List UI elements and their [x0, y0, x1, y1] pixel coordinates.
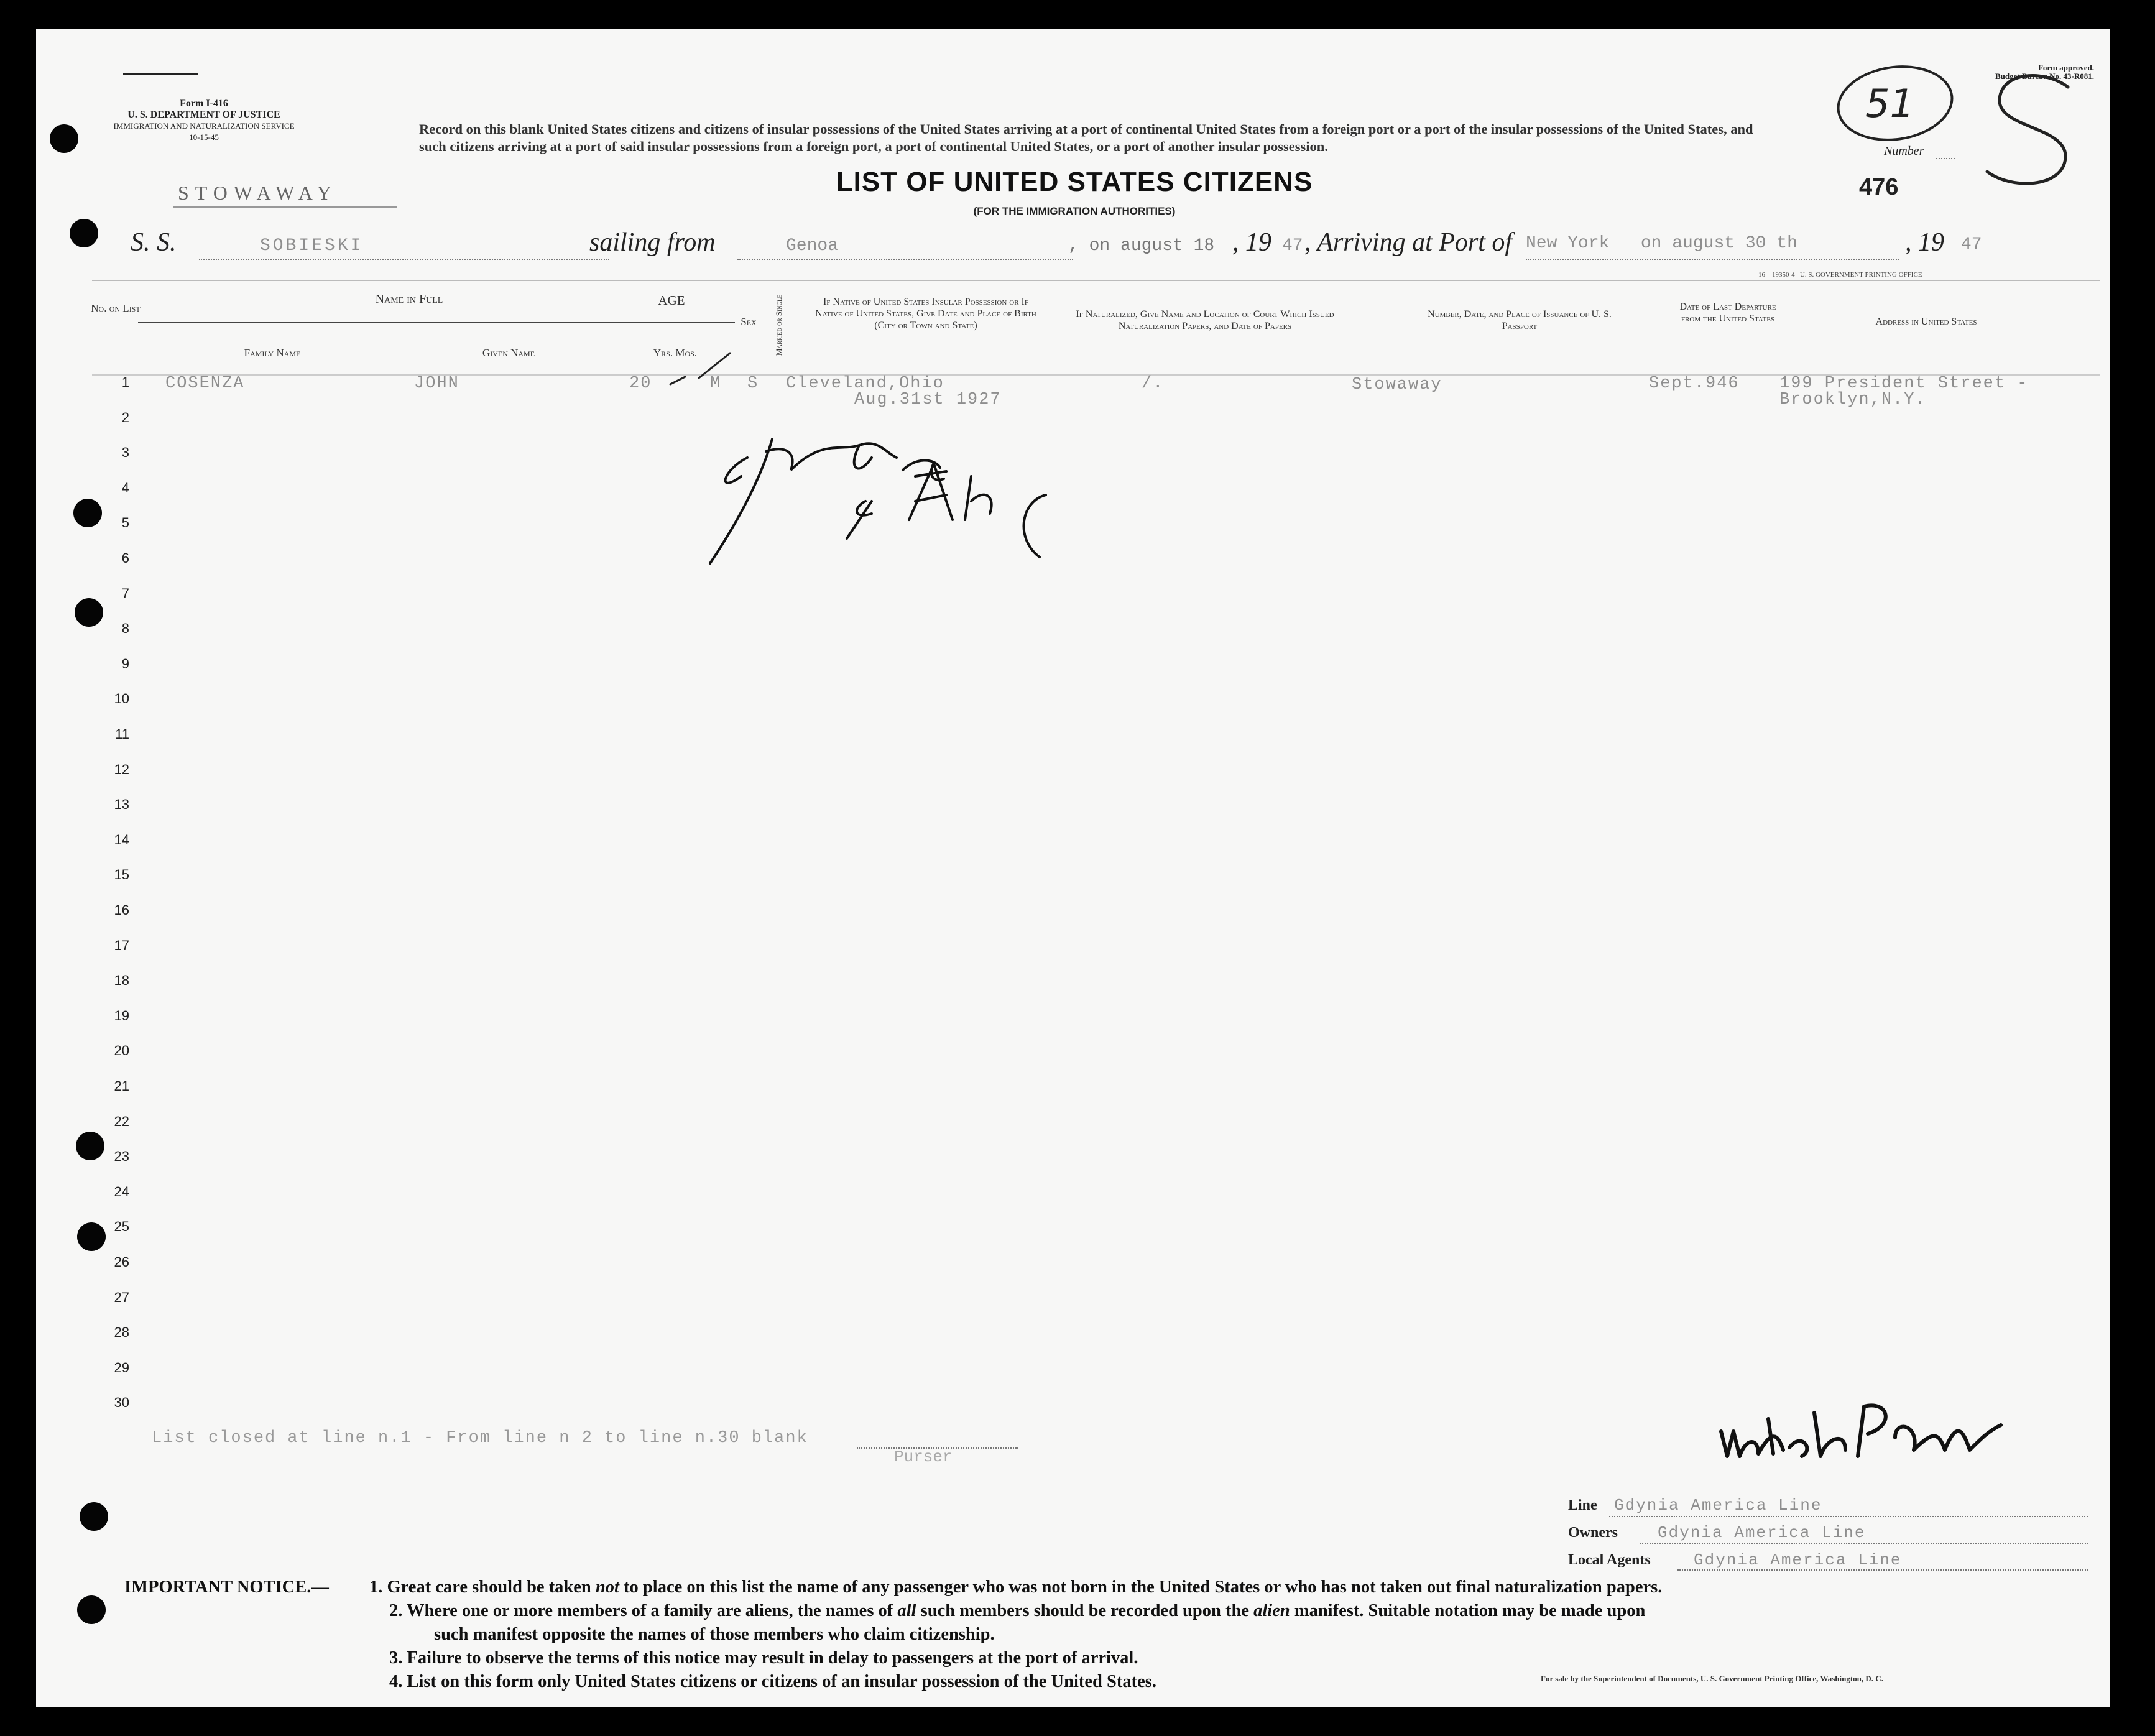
row-number: 17 [114, 937, 129, 953]
ss-label: S. S. [131, 228, 177, 257]
ship-name: SOBIESKI [260, 236, 364, 256]
col-sex: Sex [741, 316, 757, 328]
row-number: 26 [114, 1254, 129, 1270]
col-naturalized: If Naturalized, Give Name and Location of Court Which Issued Naturalization Papers, and Date of Papers [1076, 309, 1334, 331]
punch-hole [70, 219, 98, 247]
form-date: 10-15-45 [189, 132, 219, 142]
from-port: Genoa [786, 236, 839, 256]
notice-3-number: 3. [389, 1648, 403, 1668]
agents-label: Local Agents [1568, 1552, 1651, 1568]
form-number: Form I-416 [180, 98, 228, 109]
row-number: 6 [121, 550, 129, 566]
ship-name-line [199, 259, 609, 260]
punch-hole [80, 1502, 108, 1531]
check-mark [662, 347, 736, 397]
row-number: 15 [114, 867, 129, 883]
entry-age: 20 [629, 374, 652, 393]
handwritten-number: 51 [1865, 81, 1914, 126]
from-port-line [737, 259, 1073, 260]
arrival-port-date: New York on august 30 th [1526, 234, 1797, 253]
col-native-birth: If Native of United States Insular Possession or If Native of United States, Give Date and Place of Birth (City or Town and State) [815, 297, 1036, 331]
entry-passport: Stowaway [1352, 376, 1442, 394]
line-label: Line [1568, 1497, 1597, 1513]
owners-label: Owners [1568, 1525, 1618, 1541]
arrival-year: 47 [1961, 235, 1982, 254]
agents-value: Gdynia America Line [1694, 1551, 1902, 1569]
number-label: Number [1884, 144, 1924, 158]
notice-2-mid: such members should be recorded upon the [920, 1601, 1249, 1620]
sailing-label: sailing from [589, 228, 716, 257]
col-name-in-full: Name in Full [375, 292, 443, 306]
row-number: 24 [114, 1183, 129, 1199]
notice-item-4 [389, 1670, 1156, 1694]
entry-sex: M [710, 374, 722, 393]
notice-2-number: 2. [389, 1601, 403, 1620]
row-number: 9 [121, 655, 129, 672]
punch-hole [50, 124, 78, 153]
row-number: 4 [121, 479, 129, 496]
notice-2-emphasis-alien: alien [1253, 1601, 1290, 1620]
page-subtitle: (FOR THE IMMIGRATION AUTHORITIES) [973, 205, 1176, 217]
entry-birth-date: Aug.31st 1927 [854, 390, 1002, 409]
notice-item-2-continued: such manifest opposite the names of those members who claim citizenship. [434, 1625, 995, 1644]
stowaway-underline [173, 206, 397, 208]
entry-family-name: COSENZA [165, 374, 245, 393]
handwritten-annotation [698, 414, 1158, 576]
notice-2-emphasis-all: all [897, 1601, 916, 1620]
number-field-line [1936, 158, 1955, 159]
row-number: 2 [121, 409, 129, 425]
name-underline [138, 322, 735, 323]
form-instructions: Record on this blank United States citizens and citizens of insular possessions of the United States arriving at a port of continental United States from a foreign port or a port of the insular possessions of the United States, and such citizens arriving at a port of said insular possessions from a foreign port, a port of continental United States, or a port of another insular possession. [419, 121, 1753, 154]
row-number: 11 [115, 726, 129, 742]
entry-marital: S [747, 374, 759, 393]
service-name: IMMIGRATION AND NATURALIZATION SERVICE [113, 121, 295, 131]
sailing-date: , on august 18 [1068, 236, 1215, 256]
budget-line-2: Budget Bureau No. 43-R081. [1995, 72, 2094, 81]
handwritten-s-mark [1975, 66, 2087, 196]
handwritten-signature [1709, 1394, 2007, 1475]
entry-address-line-2: Brooklyn,N.Y. [1779, 390, 1927, 409]
for-sale-note: For sale by the Superintendent of Documents, U. S. Government Printing Office, Washington, D. C. [1541, 1674, 1883, 1683]
row-number: 30 [114, 1395, 129, 1411]
form-identifier [92, 98, 316, 143]
manifest-sheet [36, 29, 2110, 1707]
line-value: Gdynia America Line [1614, 1496, 1822, 1515]
arrival-line [1526, 259, 1899, 260]
row-number: 21 [114, 1078, 129, 1094]
notice-1-number: 1. [369, 1577, 383, 1597]
row-number: 23 [114, 1148, 129, 1165]
row-number: 1 [121, 374, 129, 390]
closing-note: List closed at line n.1 - From line n 2 to line n.30 blank [152, 1429, 808, 1447]
row-number: 25 [114, 1219, 129, 1235]
year-prefix-2: , 19 [1905, 228, 1944, 257]
year-prefix-1: , 19 [1232, 228, 1271, 257]
owners-field-line [1640, 1543, 2088, 1544]
notice-2-pre: Where one or more members of a family are aliens, the names of [407, 1601, 893, 1620]
row-number: 7 [121, 585, 129, 601]
stowaway-stamp: STOWAWAY [178, 182, 338, 204]
entry-address-line-1: 199 President Street - [1779, 374, 2029, 393]
row-number: 13 [114, 796, 129, 813]
row-number: 5 [121, 515, 129, 531]
notice-2-post: manifest. Suitable notation may be made upon [1294, 1601, 1646, 1620]
col-family-name: Family Name [244, 347, 301, 359]
row-number: 28 [114, 1324, 129, 1341]
col-yrs-mos: Yrs. Mos. [653, 347, 698, 359]
entry-last-departure: Sept.946 [1649, 374, 1740, 393]
notice-item-1 [369, 1576, 2098, 1599]
col-married-single: Married or Single [774, 294, 783, 356]
notice-1-pre: Great care should be taken [387, 1577, 591, 1597]
row-number: 8 [121, 621, 129, 637]
row-number: 10 [114, 691, 129, 707]
sailing-year: 47 [1282, 236, 1303, 256]
row-number: 18 [114, 972, 129, 989]
notice-1-post: to place on this list the name of any passenger who was not born in the United States or who has not taken out final naturalization papers. [624, 1577, 1663, 1597]
row-number: 12 [114, 761, 129, 777]
col-passport: Number, Date, and Place of Issuance of U. S. Passport [1428, 309, 1612, 331]
col-address: Address in United States [1875, 316, 1977, 327]
budget-line-1: Form approved. [2037, 63, 2094, 72]
entry-naturalized: /. [1142, 374, 1165, 393]
line-field-line [1609, 1516, 2088, 1517]
notice-1-emphasis: not [595, 1577, 619, 1597]
col-given-name: Given Name [482, 347, 535, 359]
notice-item-3 [389, 1646, 1138, 1670]
arriving-label: , Arriving at Port of [1304, 228, 1513, 257]
department-name: U. S. DEPARTMENT OF JUSTICE [127, 109, 280, 120]
row-number: 29 [114, 1359, 129, 1375]
row-number: 22 [114, 1113, 129, 1129]
notice-3-text: Failure to observe the terms of this notice may result in delay to passengers at the port of arrival. [407, 1648, 1138, 1668]
row-number: 14 [114, 831, 129, 847]
entry-given-name: JOHN [414, 374, 459, 393]
row-number: 27 [114, 1289, 129, 1305]
row-number: 16 [114, 902, 129, 918]
row-number: 3 [121, 445, 129, 461]
notice-item-2 [389, 1599, 2099, 1623]
page-title: LIST OF UNITED STATES CITIZENS [836, 167, 1313, 197]
col-last-departure: Date of Last Departure from the United States [1679, 302, 1776, 324]
gpo-code: 16—19350-4 U. S. GOVERNMENT PRINTING OFFICE [1758, 271, 1922, 279]
list-number: 476 [1859, 174, 1899, 200]
row-number: 20 [114, 1043, 129, 1059]
row-number: 19 [114, 1007, 129, 1023]
entry-birth-place: Cleveland,Ohio [786, 374, 944, 393]
owners-value: Gdynia America Line [1658, 1523, 1866, 1542]
notice-4-number: 4. [389, 1672, 403, 1691]
purser-label: Purser [894, 1447, 953, 1466]
header-top-rule [92, 280, 2100, 281]
col-age: AGE [658, 293, 685, 308]
top-dash [123, 73, 198, 75]
agents-field-line [1677, 1569, 2088, 1571]
col-no-on-list: No. on List [91, 302, 141, 314]
notice-4-text: List on this form only United States citizens or citizens of an insular possession of the United States. [407, 1672, 1156, 1691]
notice-heading: IMPORTANT NOTICE.— [124, 1577, 329, 1597]
punch-hole [77, 1595, 106, 1624]
